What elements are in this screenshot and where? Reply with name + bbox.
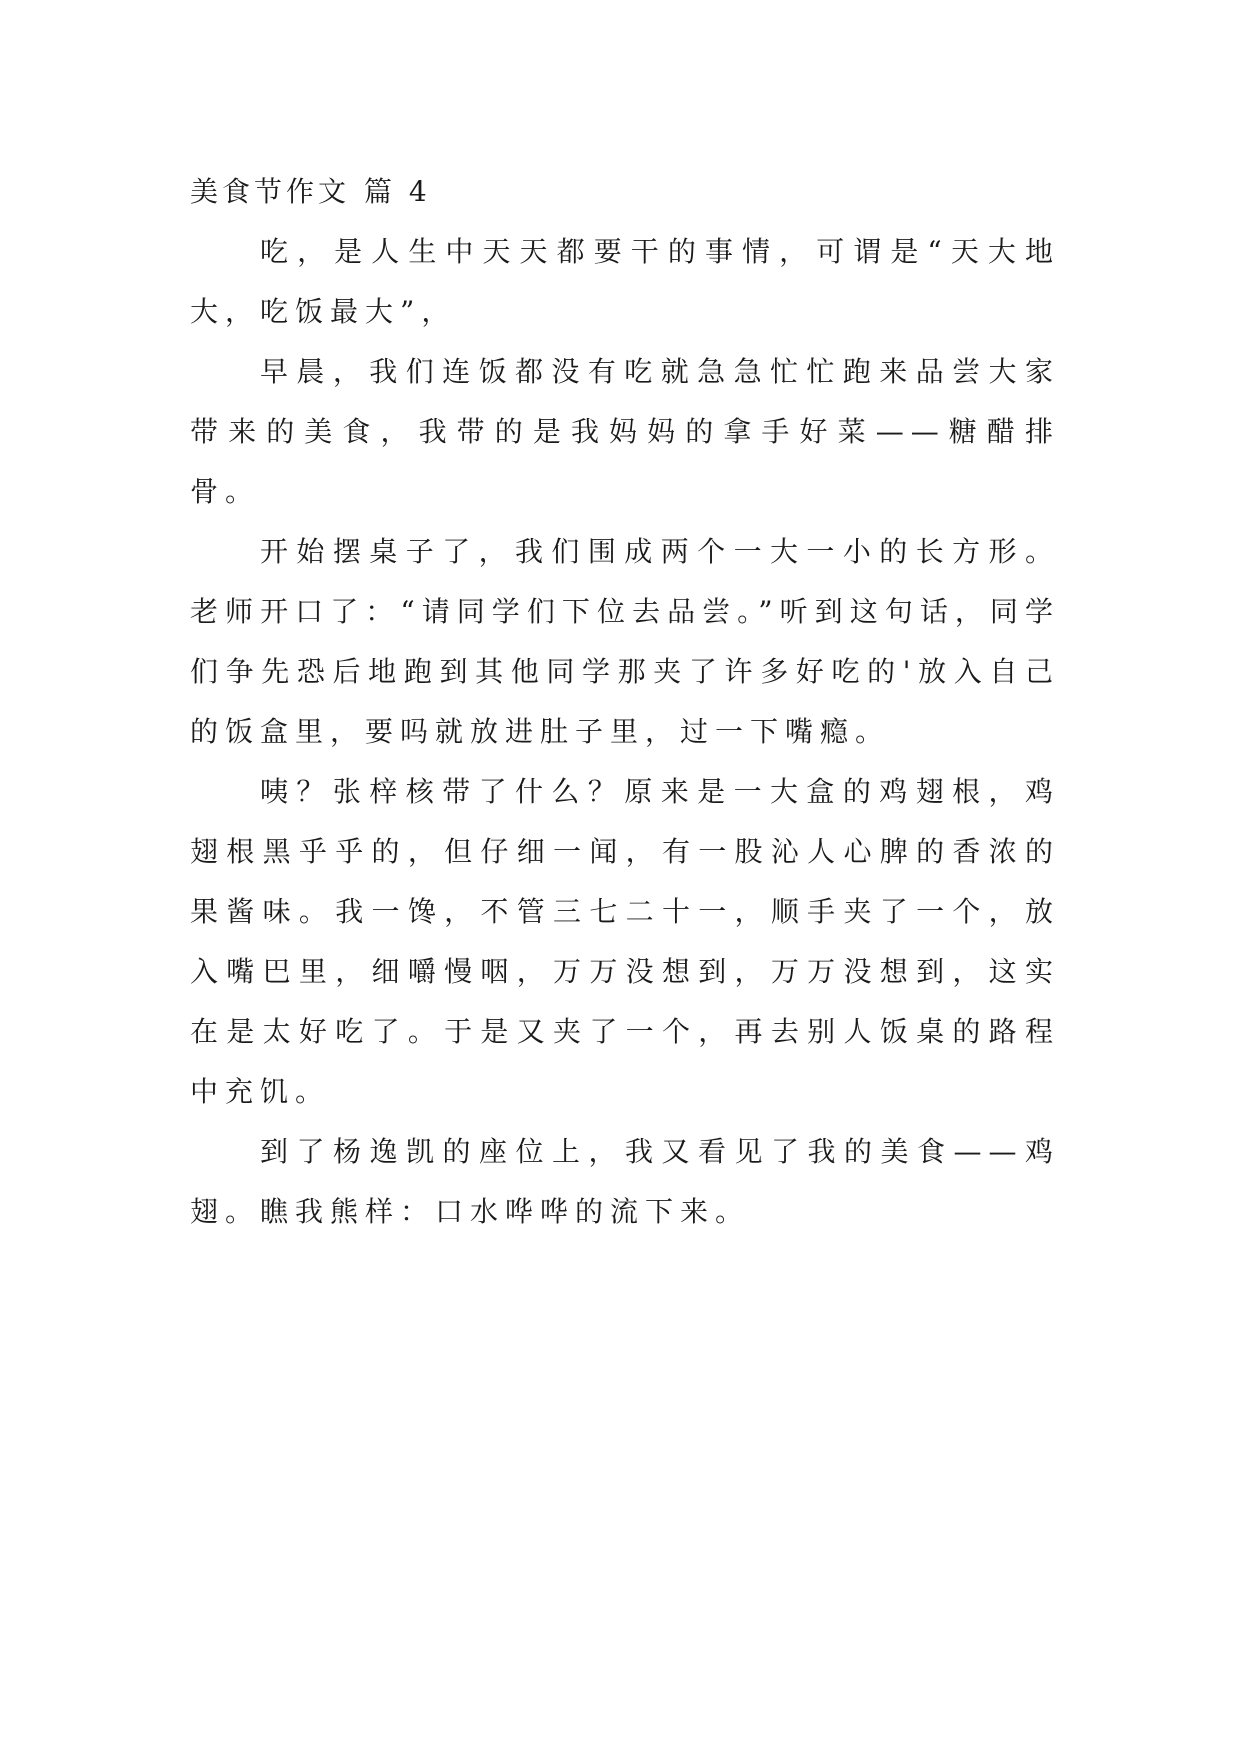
paragraph-4: 咦？张梓核带了什么？原来是一大盒的鸡翅根，鸡翅根黑乎乎的，但仔细一闻，有一股沁人心脾的香浓的果酱味。我一馋，不管三七二十一，顺手夹了一个，放入嘴巴里，细嚼慢咽，万万没想到，万万没想到，这实在是太好吃了。于是又夹了一个，再去别人饭桌的路程中充饥。 — [190, 775, 1060, 1108]
document-title — [190, 162, 1060, 222]
paragraph-2: 早晨，我们连饭都没有吃就急急忙忙跑来品尝大家带来的美食，我带的是我妈妈的拿手好菜——糖醋排骨。 — [190, 355, 1060, 508]
document-body — [190, 162, 1060, 1242]
title-section-number: 篇 4 — [364, 175, 431, 208]
paragraph-1: 吃，是人生中天天都要干的事情，可谓是“天大地大，吃饭最大”， — [190, 235, 1060, 328]
title-text: 美食节作文 — [190, 175, 351, 208]
paragraph-3: 开始摆桌子了，我们围成两个一大一小的长方形。老师开口了：“请同学们下位去品尝。”听到这句话，同学们争先恐后地跑到其他同学那夹了许多好吃的'放入自己的饭盒里，要吗就放进肚子里，过一下嘴瘾。 — [190, 535, 1060, 748]
paragraph-5: 到了杨逸凯的座位上，我又看见了我的美食——鸡翅。瞧我熊样：口水哗哗的流下来。 — [190, 1135, 1060, 1228]
